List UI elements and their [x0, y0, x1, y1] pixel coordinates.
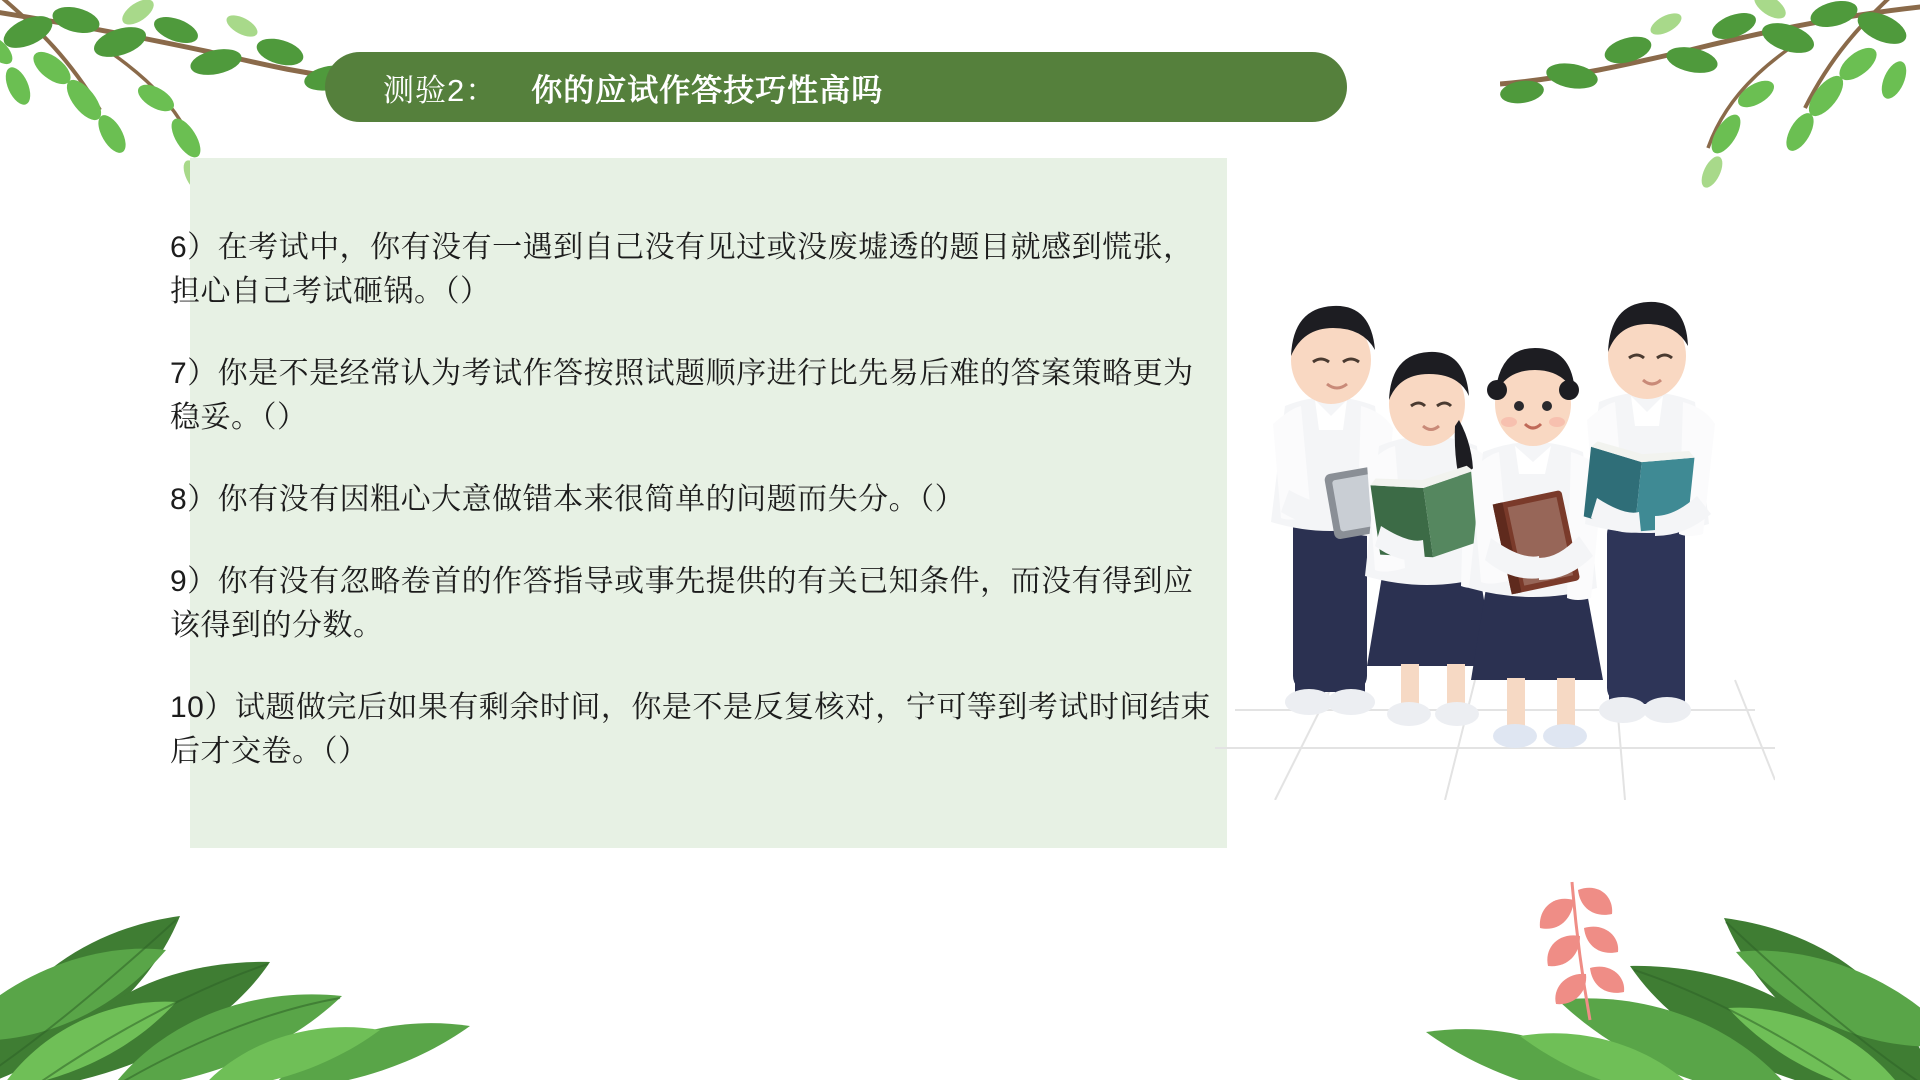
- figure-student-boy-right: [1583, 302, 1715, 723]
- decoration-bottom-right-leaves: [1300, 770, 1920, 1080]
- question-item-7: 7）你是不是经常认为考试作答按照试题顺序进行比先易后难的答案策略更为稳妥。（）: [170, 357, 1194, 434]
- coral-sprig: [1540, 882, 1624, 1020]
- question-item-8: 8）你有没有因粗心大意做错本来很简单的问题而失分。（）: [170, 483, 966, 516]
- title-label: 测验2：: [383, 72, 498, 108]
- decoration-top-right-leaves: [1500, 0, 1920, 210]
- question-item-10: 10）试题做完后如果有剩余时间，你是不是反复核对，宁可等到考试时间结束后才交卷。（）: [170, 691, 1211, 768]
- students-illustration: [1215, 240, 1775, 785]
- question-item-9: 9）你有没有忽略卷首的作答指导或事先提供的有关已知条件，而没有得到应该得到的分数。: [170, 565, 1194, 642]
- question-list: [170, 196, 1215, 774]
- slide-title-banner: [325, 52, 1347, 122]
- question-item-6: 6）在考试中，你有没有一遇到自己没有见过或没废墟透的题目就感到慌张，担心自己考试砸锅。（）: [170, 231, 1194, 308]
- figure-student-girl-third: [1469, 348, 1603, 748]
- title-subtitle: 你的应试作答技巧性高吗: [531, 72, 884, 108]
